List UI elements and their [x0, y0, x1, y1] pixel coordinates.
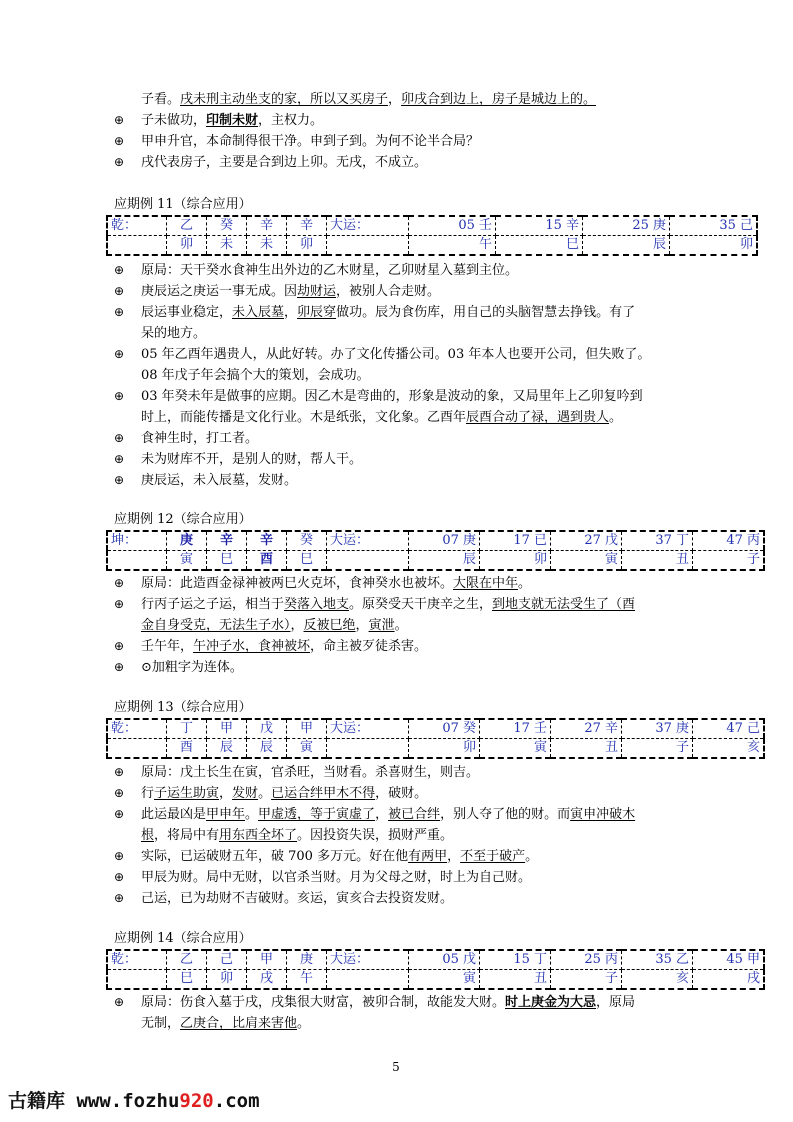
dayun-label: 大运：: [327, 950, 409, 970]
empty-cell: [327, 739, 409, 759]
luck-stem-cell: 05 戊: [409, 950, 480, 970]
bullet-icon: ⊕: [114, 452, 125, 466]
dayun-label: 大运：: [327, 216, 409, 236]
note-text: 行丙子运之子运，相当于: [141, 597, 285, 612]
luck-branch-cell: 亥: [622, 970, 693, 990]
luck-stem-cell: 27 戊: [551, 531, 622, 551]
example-14-chart: [106, 949, 765, 990]
underlined-text: 金自身受克，无法生子水）: [141, 618, 291, 633]
example-14-title: 应期例 14（综合应用）: [114, 931, 252, 946]
gender-label: 乾：: [107, 719, 167, 739]
note-bullet: [114, 783, 689, 804]
underlined-text: 癸落入地支: [284, 597, 350, 612]
earthly-branch-cell: 未: [247, 236, 287, 256]
luck-branch-cell: 丑: [551, 739, 622, 759]
underlined-text: 寅泄: [368, 618, 395, 633]
note-text: 。: [297, 1016, 311, 1031]
empty-cell: [107, 236, 167, 256]
note-text: ，原局: [596, 995, 636, 1010]
bullet-icon: ⊕: [114, 639, 125, 653]
note-continuation: [114, 323, 689, 344]
note-text: 03 年癸未年是做事的应期。因乙木是弯曲的，形象是波动的象，又局里年上乙卯复吟到: [141, 389, 643, 404]
luck-branch-cell: 丑: [622, 551, 693, 571]
underlined-text: 辰酉合动了禄，遇到贵人: [466, 410, 610, 425]
gender-label: 乾：: [107, 216, 167, 236]
note-text: 食神生时，打工者。: [141, 431, 259, 446]
note-text: 庚辰运之庚运一事无成。因: [141, 284, 298, 299]
earthly-branch-cell: 巳: [287, 551, 327, 571]
note-bullet: [114, 449, 689, 470]
heavenly-stem-cell: 辛: [247, 531, 287, 551]
underlined-text: 已运合绊甲木不得: [271, 786, 376, 801]
note-text: 。: [258, 786, 272, 801]
note-bullet: [114, 762, 689, 783]
example-14-notes: [114, 992, 689, 1034]
earthly-branch-cell: 未: [207, 236, 247, 256]
luck-branch-cell: 子: [622, 739, 693, 759]
bullet-icon: ⊕: [114, 305, 125, 319]
note-bullet: [114, 636, 689, 657]
luck-branch-cell: 辰: [583, 236, 670, 256]
luck-stem-cell: 07 癸: [409, 719, 480, 739]
note-text: 戌代表房子，主要是合到边上卯。无戌，不成立。: [141, 155, 428, 170]
bullet-icon: ⊕: [114, 134, 125, 148]
luck-stem-cell: 37 丁: [622, 531, 693, 551]
underlined-text: 用东西全坏了: [219, 828, 298, 843]
empty-cell: [327, 970, 409, 990]
note-bullet: [114, 846, 689, 867]
example-13-notes: [114, 762, 689, 909]
note-text: ⊙加粗字为连体。: [141, 660, 243, 675]
note-text: 辰运事业稳定，: [141, 305, 233, 320]
note-bullet: [114, 281, 689, 302]
note-bullet: [114, 428, 689, 449]
note-text: ，: [375, 807, 389, 822]
luck-stem-cell: 25 丙: [551, 950, 622, 970]
note-bullet: [114, 657, 689, 678]
empty-cell: [327, 551, 409, 571]
underlined-text: 根: [141, 828, 155, 843]
underlined-text: 子运生助寅: [154, 786, 220, 801]
note-text: ，: [447, 849, 461, 864]
luck-stem-cell: 45 甲: [693, 950, 765, 970]
luck-branch-cell: 子: [551, 970, 622, 990]
luck-branch-cell: 丑: [480, 970, 551, 990]
note-text: 原局：戊土长生在寅，官杀旺，当财看。杀喜财生，则吉。: [141, 765, 480, 780]
note-text: ，主权力。: [258, 113, 324, 128]
bullet-icon: ⊕: [114, 995, 125, 1009]
note-text: 05 年乙酉年遇贵人，从此好转。办了文化传播公司。03 年本人也要开公司，但失败了。: [141, 347, 651, 362]
note-text: ，: [355, 618, 369, 633]
heavenly-stem-cell: 甲: [207, 719, 247, 739]
earthly-branch-cell: 戌: [247, 970, 287, 990]
note-bullet: [114, 302, 689, 323]
heavenly-stem-cell: 甲: [287, 719, 327, 739]
note-text: ，: [388, 92, 402, 107]
luck-stem-cell: 17 壬: [480, 719, 551, 739]
note-text: ，将局中有: [154, 828, 220, 843]
earthly-branch-cell: 卯: [207, 970, 247, 990]
luck-stem-cell: 15 辛: [496, 216, 583, 236]
luck-stem-cell: 15 丁: [480, 950, 551, 970]
luck-branch-cell: 午: [409, 236, 496, 256]
luck-stem-cell: 35 乙: [622, 950, 693, 970]
underlined-text: 乙庚合，比肩来害他: [180, 1016, 298, 1031]
underlined-text: 卯戌合到边上，房子是城边上的。: [401, 92, 597, 107]
note-text: 无制，: [141, 1016, 181, 1031]
underlined-text: 时上庚金为大忌: [505, 995, 597, 1010]
heavenly-stem-cell: 乙: [167, 950, 207, 970]
footer-brand: 古籍库: [8, 1090, 66, 1112]
heavenly-stem-cell: 甲: [247, 950, 287, 970]
earthly-branch-cell: 卯: [287, 236, 327, 256]
empty-cell: [107, 551, 167, 571]
luck-stem-cell: 47 丙: [693, 531, 765, 551]
note-text: 实际，已运破财五年，破 700 多万元。好在他: [141, 849, 409, 864]
note-bullet: [114, 573, 689, 594]
luck-branch-cell: 戌: [693, 970, 765, 990]
bullet-icon: ⊕: [114, 347, 125, 361]
earthly-branch-cell: 巳: [167, 970, 207, 990]
note-text: 子看。: [141, 92, 181, 107]
note-continuation: [114, 407, 689, 428]
underlined-text: 未入辰墓: [232, 305, 285, 320]
luck-branch-cell: 巳: [496, 236, 583, 256]
note-text: 。: [245, 807, 259, 822]
bullet-icon: ⊕: [114, 389, 125, 403]
bullet-icon: ⊕: [114, 870, 125, 884]
note-text: 呆的地方。: [141, 326, 207, 341]
heavenly-stem-cell: 癸: [287, 531, 327, 551]
luck-stem-cell: 27 辛: [551, 719, 622, 739]
luck-branch-cell: 亥: [693, 739, 765, 759]
note-continuation: [114, 365, 689, 386]
underlined-text: 午冲子水，食神被坏: [193, 639, 311, 654]
heavenly-stem-cell: 辛: [247, 216, 287, 236]
note-bullet: [114, 594, 689, 615]
luck-stem-cell: 37 庚: [622, 719, 693, 739]
note-text: 己运，已为劫财不吉破财。亥运，寅亥合去投资发财。: [141, 891, 454, 906]
note-text: 此运最凶是: [141, 807, 207, 822]
luck-branch-cell: 卯: [480, 551, 551, 571]
bullet-icon: ⊕: [114, 786, 125, 800]
example-12-chart: [106, 530, 765, 571]
empty-cell: [327, 236, 409, 256]
note-text: ，: [284, 305, 298, 320]
note-text: 壬午年，: [141, 639, 194, 654]
example-12-title: 应期例 12（综合应用）: [114, 512, 252, 527]
note-text: ，: [219, 786, 233, 801]
heavenly-stem-cell: 癸: [207, 216, 247, 236]
note-text: 原局：此造酉金禄神被两巳火克坏，食神癸水也被坏。: [141, 576, 454, 591]
note-text: 。: [525, 849, 539, 864]
note-continuation: [114, 89, 689, 110]
note-text: 。: [609, 410, 623, 425]
note-bullet: [114, 260, 689, 281]
underlined-text: 不至于破产: [460, 849, 526, 864]
underlined-text: 大限在中年: [453, 576, 519, 591]
heavenly-stem-cell: 丁: [167, 719, 207, 739]
bullet-icon: ⊕: [114, 155, 125, 169]
earthly-branch-cell: 巳: [207, 551, 247, 571]
note-text: 未为财库不开，是别人的财，帮人干。: [141, 452, 363, 467]
underlined-text: 寅申冲破木: [570, 807, 636, 822]
underlined-text: 戌未刑主动坐支的家，所以又买房子: [180, 92, 389, 107]
underlined-text: 发财: [232, 786, 259, 801]
note-text: ，别人夺了他的财。而: [440, 807, 571, 822]
note-text: ，破财。: [375, 786, 428, 801]
underlined-text: 劫财运: [297, 284, 337, 299]
bullet-icon: ⊕: [114, 284, 125, 298]
luck-branch-cell: 寅: [551, 551, 622, 571]
note-continuation: [114, 615, 689, 636]
note-text: 甲申升官，本命制得很干净。申到子到。为何不论半合局？: [141, 134, 480, 149]
earthly-branch-cell: 寅: [167, 551, 207, 571]
luck-stem-cell: 05 壬: [409, 216, 496, 236]
note-bullet: [114, 804, 689, 825]
note-text: 子未做功，: [141, 113, 207, 128]
empty-cell: [107, 739, 167, 759]
underlined-text: 反被巳绝: [303, 618, 356, 633]
earthly-branch-cell: 酉: [167, 739, 207, 759]
example-11-chart: [106, 215, 758, 256]
note-text: ，被别人合走财。: [336, 284, 441, 299]
earthly-branch-cell: 辰: [207, 739, 247, 759]
note-text: 原局：伤食入墓于戌，戌集很大财富，被卯合制，故能发大财。: [141, 995, 506, 1010]
bullet-icon: ⊕: [114, 660, 125, 674]
bullet-icon: ⊕: [114, 891, 125, 905]
earthly-branch-cell: 午: [287, 970, 327, 990]
earthly-branch-cell: 酉: [247, 551, 287, 571]
note-bullet: [114, 386, 689, 407]
bullet-icon: ⊕: [114, 576, 125, 590]
note-text: ，: [290, 618, 304, 633]
note-text: 甲辰为财。局中无财，以官杀当财。月为父母之财，时上为自己财。: [141, 870, 532, 885]
note-text: 。: [518, 576, 532, 591]
bullet-icon: ⊕: [114, 807, 125, 821]
note-text: 。: [394, 618, 408, 633]
note-text: 。因投资失误，损财严重。: [297, 828, 454, 843]
gender-label: 坤：: [107, 531, 167, 551]
footer-url[interactable]: www.fozhu920.com: [76, 1090, 260, 1112]
luck-stem-cell: 47 己: [693, 719, 765, 739]
underlined-text: 甲虚透，等于寅虚了: [258, 807, 376, 822]
gender-label: 乾：: [107, 950, 167, 970]
earthly-branch-cell: 辰: [247, 739, 287, 759]
note-bullet: [114, 110, 689, 131]
footer-watermark: [8, 1086, 260, 1113]
note-text: 原局：天干癸水食神生出外边的乙木财星，乙卯财星入墓到主位。: [141, 263, 519, 278]
bullet-icon: ⊕: [114, 765, 125, 779]
note-continuation: [114, 1013, 689, 1034]
example-11-notes: [114, 260, 689, 491]
dayun-label: 大运：: [327, 531, 409, 551]
underlined-text: 到地支就无法受生了（酉: [492, 597, 636, 612]
note-bullet: [114, 867, 689, 888]
heavenly-stem-cell: 辛: [207, 531, 247, 551]
note-text: 08 年戊子年会搞个大的策划，会成功。: [141, 368, 370, 383]
example-12-notes: [114, 573, 689, 678]
heavenly-stem-cell: 乙: [167, 216, 207, 236]
underlined-text: 甲申年: [206, 807, 246, 822]
heavenly-stem-cell: 庚: [287, 950, 327, 970]
note-text: ，命主被歹徒杀害。: [310, 639, 428, 654]
example-13-title: 应期例 13（综合应用）: [114, 700, 252, 715]
earthly-branch-cell: 寅: [287, 739, 327, 759]
bullet-icon: ⊕: [114, 431, 125, 445]
note-text: 做功。辰为食伤库，用自己的头脑智慧去挣钱。有了: [336, 305, 636, 320]
luck-branch-cell: 卯: [409, 739, 480, 759]
note-bullet: [114, 888, 689, 909]
note-bullet: [114, 344, 689, 365]
note-continuation: [114, 825, 689, 846]
luck-stem-cell: 17 已: [480, 531, 551, 551]
underlined-text: 印制未财: [206, 113, 259, 128]
intro-notes: [114, 89, 689, 173]
luck-stem-cell: 25 庚: [583, 216, 670, 236]
example-11-title: 应期例 11（综合应用）: [114, 197, 252, 212]
note-bullet: [114, 131, 689, 152]
heavenly-stem-cell: 庚: [167, 531, 207, 551]
luck-stem-cell: 07 庚: [409, 531, 480, 551]
note-text: 庚辰运，未入辰墓，发财。: [141, 473, 298, 488]
bullet-icon: ⊕: [114, 263, 125, 277]
note-text: 。原癸受天干庚辛之生，: [349, 597, 493, 612]
bullet-icon: ⊕: [114, 113, 125, 127]
luck-branch-cell: 卯: [670, 236, 758, 256]
note-text: 行: [141, 786, 155, 801]
luck-branch-cell: 子: [693, 551, 765, 571]
underlined-text: 被已合绊: [388, 807, 441, 822]
note-bullet: [114, 470, 689, 491]
bullet-icon: ⊕: [114, 473, 125, 487]
luck-branch-cell: 寅: [409, 970, 480, 990]
empty-cell: [107, 970, 167, 990]
luck-branch-cell: 寅: [480, 739, 551, 759]
page-number: 5: [392, 1060, 400, 1074]
example-13-chart: [106, 718, 765, 759]
bullet-icon: ⊕: [114, 849, 125, 863]
heavenly-stem-cell: 戊: [247, 719, 287, 739]
note-text: 时上，而能传播是文化行业。木是纸张，文化象。乙酉年: [141, 410, 467, 425]
heavenly-stem-cell: 辛: [287, 216, 327, 236]
earthly-branch-cell: 卯: [167, 236, 207, 256]
note-bullet: [114, 152, 689, 173]
luck-branch-cell: 辰: [409, 551, 480, 571]
luck-stem-cell: 35 己: [670, 216, 758, 236]
bullet-icon: ⊕: [114, 597, 125, 611]
note-bullet: [114, 992, 689, 1013]
underlined-text: 卯辰穿: [297, 305, 337, 320]
heavenly-stem-cell: 己: [207, 950, 247, 970]
underlined-text: 有两甲: [408, 849, 448, 864]
dayun-label: 大运：: [327, 719, 409, 739]
